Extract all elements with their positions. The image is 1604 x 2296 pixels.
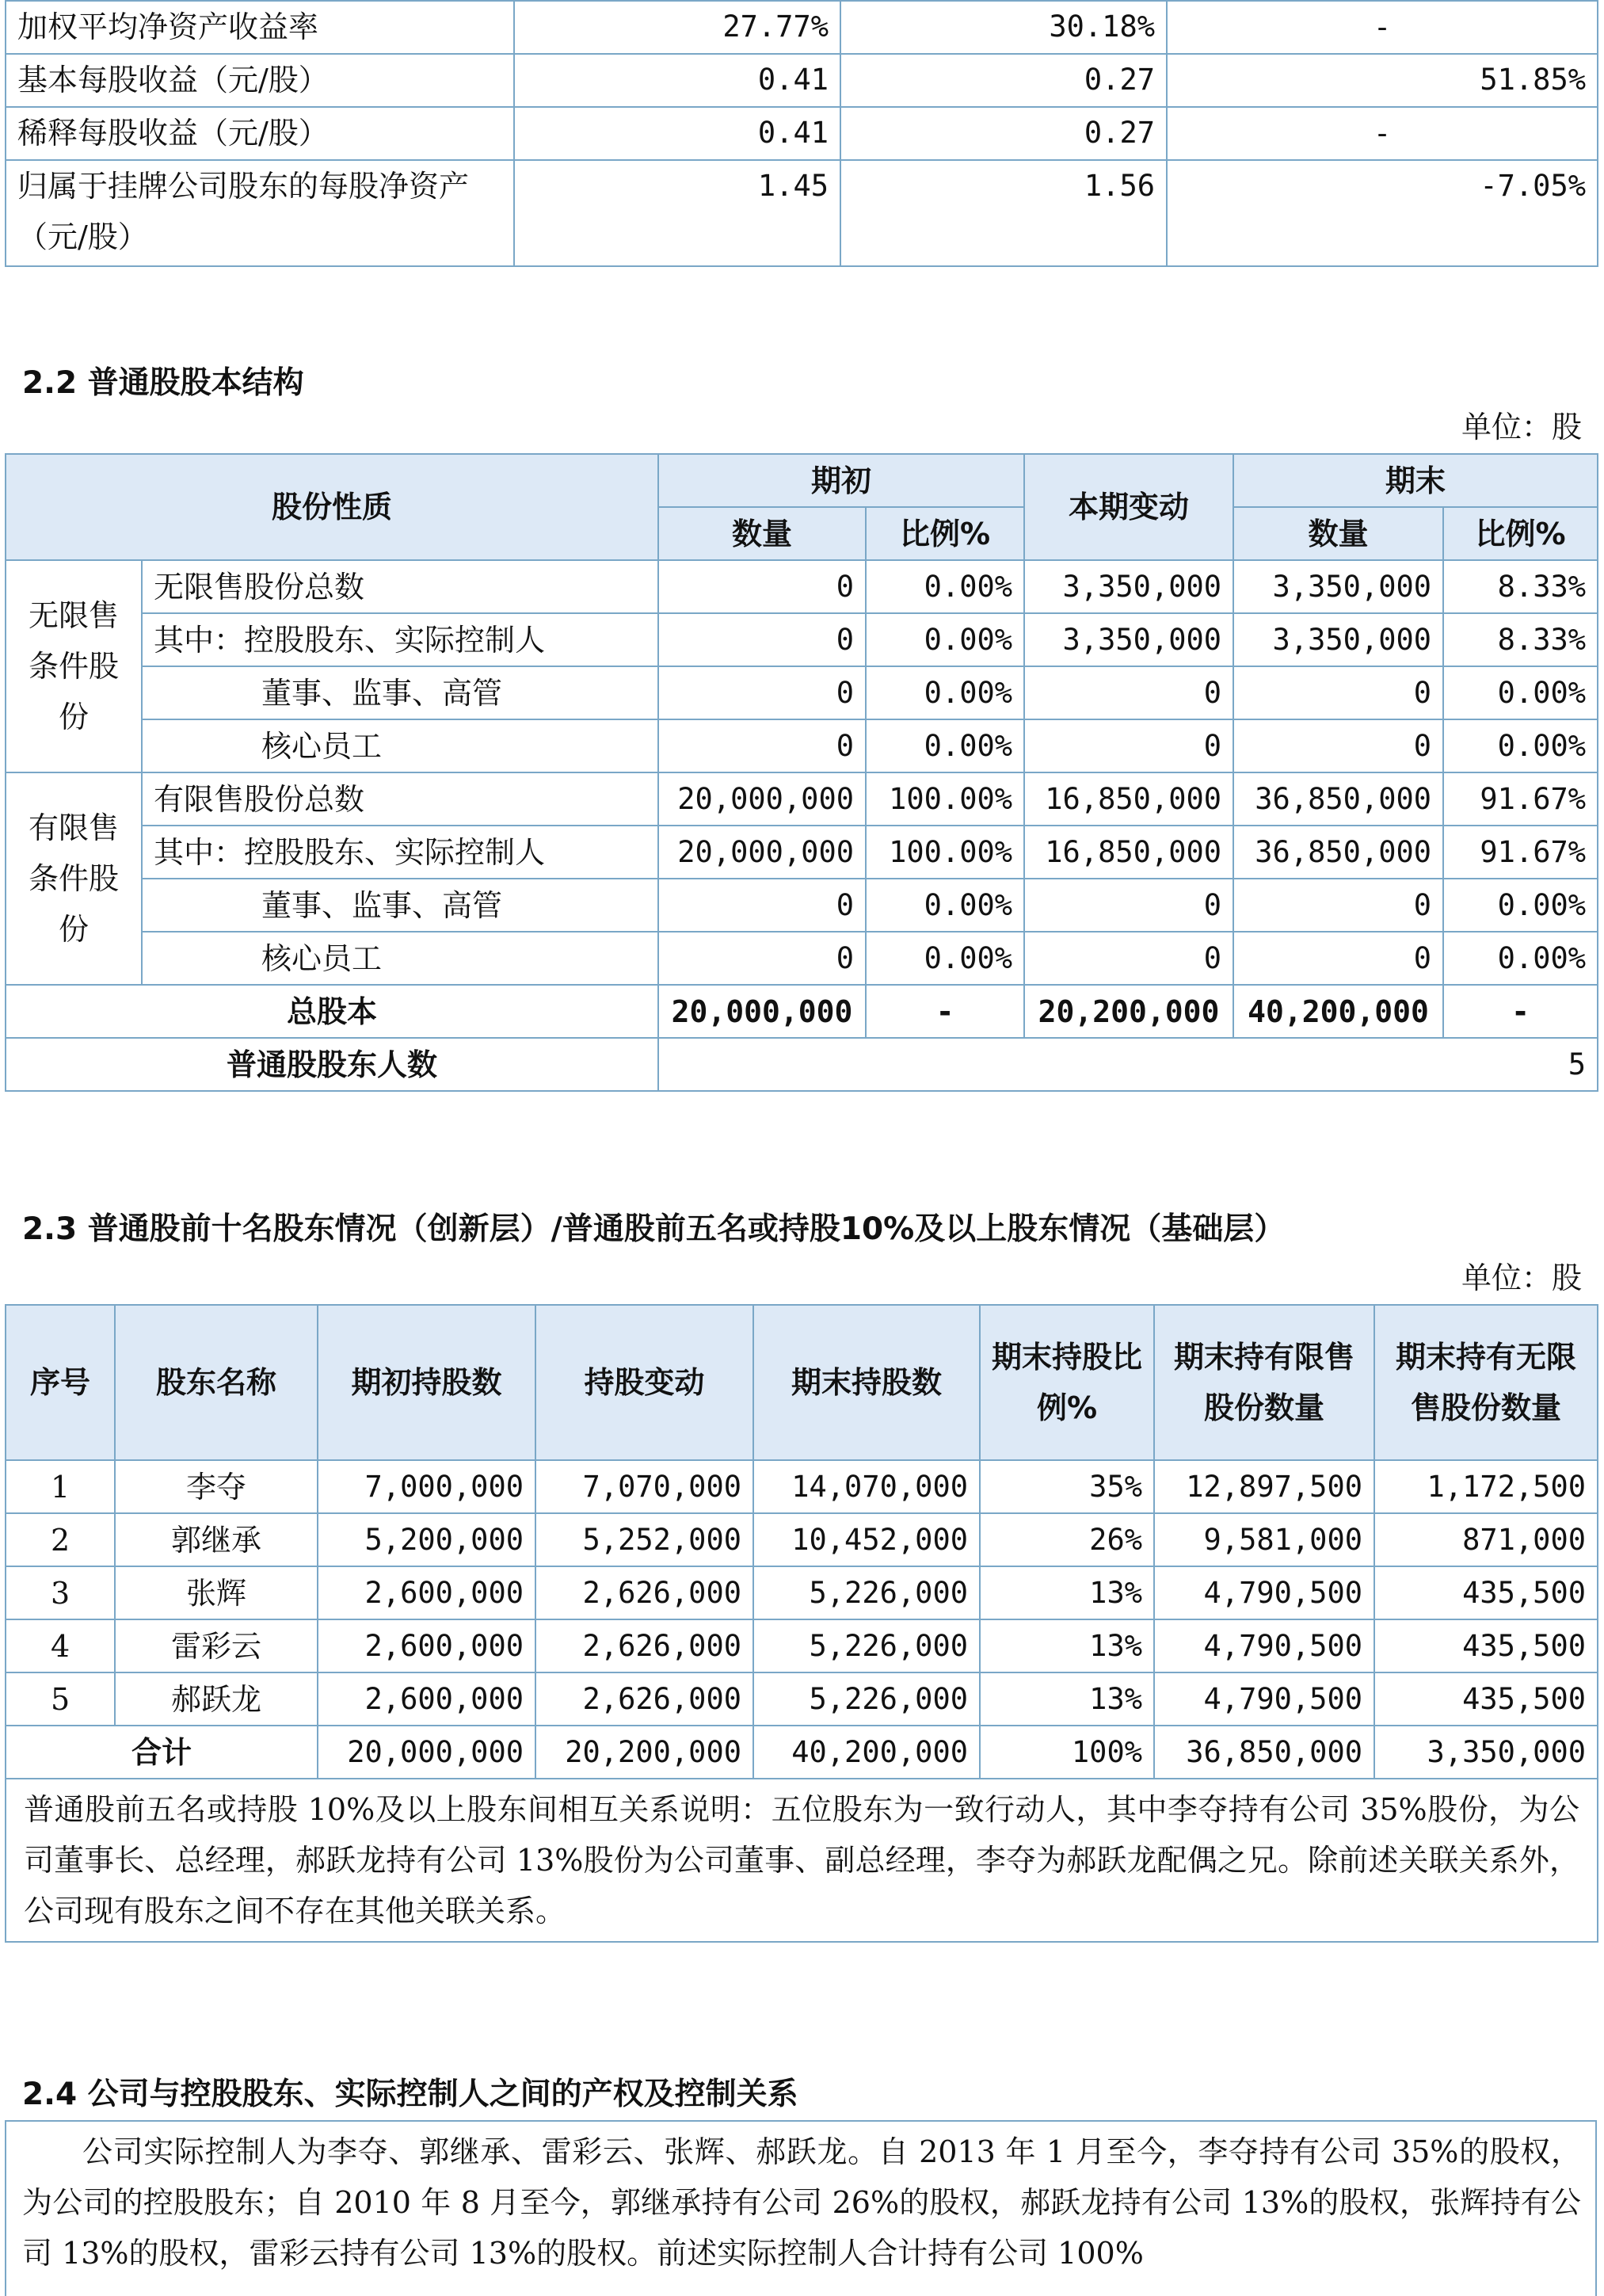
share-value: 0 (1024, 879, 1233, 932)
total-value: - (866, 985, 1024, 1038)
table-row (6, 719, 1598, 772)
section-2-3-unit: 单位：股 (1461, 1261, 1582, 1295)
share-value: 0 (658, 719, 866, 772)
total-value: 20,000,000 (658, 985, 866, 1038)
share-value: 0 (1024, 932, 1233, 985)
table-row (6, 1, 1598, 54)
share-value: 36,850,000 (1233, 826, 1443, 879)
table-row (6, 879, 1598, 932)
shareholder-value: 2,600,000 (318, 1619, 535, 1672)
header-begin: 期初 (658, 454, 1024, 507)
total-value: 3,350,000 (1374, 1726, 1598, 1779)
shareholder-value: 5,226,000 (753, 1619, 980, 1672)
shareholder-value: 871,000 (1374, 1513, 1598, 1566)
shareholder-value: 10,452,000 (753, 1513, 980, 1566)
indicator-value: 30.18% (840, 1, 1167, 54)
indicator-value: 0.41 (514, 54, 840, 107)
share-value: 0.00% (1443, 666, 1598, 719)
share-value: 0.00% (866, 879, 1024, 932)
share-value: 3,350,000 (1233, 613, 1443, 666)
share-value: 0 (658, 613, 866, 666)
shareholder-value: 4,790,500 (1154, 1566, 1374, 1619)
indicator-value: - (1167, 1, 1598, 54)
indicator-value: 0.41 (514, 107, 840, 160)
table-row (6, 107, 1598, 160)
shareholder-value: 2,626,000 (535, 1672, 753, 1726)
shareholder-value: 4,790,500 (1154, 1619, 1374, 1672)
column-header: 股东名称 (115, 1305, 318, 1460)
share-value: 100.00% (866, 826, 1024, 879)
total-row (6, 1726, 1598, 1779)
header-end: 期末 (1233, 454, 1598, 507)
total-value: 20,000,000 (318, 1726, 535, 1779)
shareholder-value: 7,070,000 (535, 1460, 753, 1513)
column-header: 期末持股数 (753, 1305, 980, 1460)
share-value: 0 (1233, 666, 1443, 719)
indicator-value: 51.85% (1167, 54, 1598, 107)
share-value: 91.67% (1443, 772, 1598, 826)
financial-indicators-table (5, 0, 1598, 267)
table-row (6, 54, 1598, 107)
control-relationship-box (5, 2120, 1597, 2296)
indicator-value: 27.77% (514, 1, 840, 54)
share-value: 0.00% (1443, 719, 1598, 772)
column-header: 期初持股数 (318, 1305, 535, 1460)
share-value: 0.00% (866, 613, 1024, 666)
row-number: 3 (6, 1566, 115, 1619)
header-begin-qty: 数量 (658, 507, 866, 560)
share-value: 8.33% (1443, 560, 1598, 613)
table-row (6, 1619, 1598, 1672)
shareholder-value: 2,600,000 (318, 1566, 535, 1619)
row-number: 2 (6, 1513, 115, 1566)
share-value: 0.00% (1443, 879, 1598, 932)
total-value: 40,200,000 (753, 1726, 980, 1779)
holders-value: 5 (658, 1038, 1598, 1091)
total-row (6, 985, 1598, 1038)
header-row (6, 1305, 1598, 1460)
shareholder-value: 5,200,000 (318, 1513, 535, 1566)
share-row-label: 其中：控股股东、实际控制人 (142, 613, 658, 666)
shareholder-name: 雷彩云 (115, 1619, 318, 1672)
share-value: 0.00% (866, 932, 1024, 985)
share-value: 20,000,000 (658, 772, 866, 826)
shareholder-name: 李夺 (115, 1460, 318, 1513)
section-2-3-title: 2.3 普通股前十名股东情况（创新层）/普通股前五名或持股10%及以上股东情况（基础层） (22, 1211, 1286, 1247)
share-value: 91.67% (1443, 826, 1598, 879)
table-row (6, 560, 1598, 613)
share-row-label: 核心员工 (142, 932, 658, 985)
share-value: 20,000,000 (658, 826, 866, 879)
shareholder-value: 1,172,500 (1374, 1460, 1598, 1513)
table-row (6, 1460, 1598, 1513)
indicator-label: 基本每股收益（元/股） (6, 54, 514, 107)
indicator-label: 稀释每股收益（元/股） (6, 107, 514, 160)
indicator-value: 1.56 (840, 160, 1167, 266)
share-value: 16,850,000 (1024, 772, 1233, 826)
share-row-label: 董事、监事、高管 (142, 666, 658, 719)
total-label: 合计 (6, 1726, 318, 1779)
share-row-label: 董事、监事、高管 (142, 879, 658, 932)
share-row-label: 其中：控股股东、实际控制人 (142, 826, 658, 879)
shareholder-value: 7,000,000 (318, 1460, 535, 1513)
share-value: 0 (658, 932, 866, 985)
shareholder-value: 5,226,000 (753, 1566, 980, 1619)
indicator-value: - (1167, 107, 1598, 160)
total-value: 20,200,000 (1024, 985, 1233, 1038)
share-value: 0.00% (1443, 932, 1598, 985)
shareholder-name: 张辉 (115, 1566, 318, 1619)
share-value: 0 (658, 879, 866, 932)
header-begin-ratio: 比例% (866, 507, 1024, 560)
column-header: 期末持有限售股份数量 (1154, 1305, 1374, 1460)
shareholder-name: 郭继承 (115, 1513, 318, 1566)
section-2-4-title: 2.4 公司与控股股东、实际控制人之间的产权及控制关系 (22, 2077, 798, 2112)
section-2-2-title: 2.2 普通股股本结构 (22, 365, 304, 401)
table-row (6, 772, 1598, 826)
shareholder-value: 435,500 (1374, 1672, 1598, 1726)
total-value: 36,850,000 (1154, 1726, 1374, 1779)
shareholder-value: 35% (980, 1460, 1154, 1513)
indicator-value: -7.05% (1167, 160, 1598, 266)
share-value: 0 (1024, 666, 1233, 719)
table-row (6, 1513, 1598, 1566)
share-value: 0 (1024, 719, 1233, 772)
share-structure-table (5, 453, 1598, 1092)
share-row-label: 核心员工 (142, 719, 658, 772)
indicator-value: 1.45 (514, 160, 840, 266)
shareholder-value: 13% (980, 1566, 1154, 1619)
table-row (6, 1566, 1598, 1619)
header-change: 本期变动 (1024, 454, 1233, 560)
table-row (6, 160, 1598, 266)
shareholder-value: 5,226,000 (753, 1672, 980, 1726)
share-value: 0 (658, 666, 866, 719)
share-value: 3,350,000 (1233, 560, 1443, 613)
shareholder-value: 12,897,500 (1154, 1460, 1374, 1513)
row-number: 4 (6, 1619, 115, 1672)
shareholder-value: 4,790,500 (1154, 1672, 1374, 1726)
holders-label: 普通股股东人数 (6, 1038, 658, 1091)
column-header: 期末持有无限售股份数量 (1374, 1305, 1598, 1460)
table-row (6, 826, 1598, 879)
share-value: 3,350,000 (1024, 613, 1233, 666)
share-value: 100.00% (866, 772, 1024, 826)
total-value: 40,200,000 (1233, 985, 1443, 1038)
table-row (6, 932, 1598, 985)
relationship-note: 普通股前五名或持股 10%及以上股东间相互关系说明：五位股东为一致行动人，其中李夺持有公司 35%股份，为公司董事长、总经理，郝跃龙持有公司 13%股份为公司董事、副总经理，李夺为郝跃龙配偶之兄。除前述关联关系外，公司现有股东之间不存在其他关联关系。 (6, 1779, 1598, 1942)
shareholder-name: 郝跃龙 (115, 1672, 318, 1726)
share-value: 0 (658, 560, 866, 613)
shareholder-value: 435,500 (1374, 1566, 1598, 1619)
total-label: 总股本 (6, 985, 658, 1038)
share-value: 3,350,000 (1024, 560, 1233, 613)
shareholder-value: 13% (980, 1619, 1154, 1672)
column-header: 序号 (6, 1305, 115, 1460)
shareholder-value: 2,600,000 (318, 1672, 535, 1726)
total-value: 100% (980, 1726, 1154, 1779)
header-end-ratio: 比例% (1443, 507, 1598, 560)
row-number: 5 (6, 1672, 115, 1726)
share-value: 0.00% (866, 666, 1024, 719)
header-share-nature: 股份性质 (6, 454, 658, 560)
share-value: 0.00% (866, 719, 1024, 772)
shareholder-value: 5,252,000 (535, 1513, 753, 1566)
column-header: 持股变动 (535, 1305, 753, 1460)
shareholder-value: 2,626,000 (535, 1566, 753, 1619)
top-shareholders-table (5, 1304, 1598, 1943)
header-end-qty: 数量 (1233, 507, 1443, 560)
control-relationship-text: 公司实际控制人为李夺、郭继承、雷彩云、张辉、郝跃龙。自 2013 年 1 月至今，李夺持有公司 35%的股权，为公司的控股股东；自 2010 年 8 月至今，郭继承持有公司 26%的股权，郝跃龙持有公司 13%的股权，张辉持有公司 13%的股权，雷彩云持有公司 13%的股权。前述实际控制人合计持有公司 100% (22, 2134, 1581, 2271)
share-group-label: 无限售条件股份 (6, 560, 142, 772)
share-group-label: 有限售条件股份 (6, 772, 142, 985)
indicator-label: 加权平均净资产收益率 (6, 1, 514, 54)
shareholder-value: 13% (980, 1672, 1154, 1726)
shareholder-value: 26% (980, 1513, 1154, 1566)
row-number: 1 (6, 1460, 115, 1513)
share-value: 0 (1233, 719, 1443, 772)
indicator-label: 归属于挂牌公司股东的每股净资产（元/股） (6, 160, 514, 266)
share-value: 0.00% (866, 560, 1024, 613)
share-value: 0 (1233, 879, 1443, 932)
share-value: 0 (1233, 932, 1443, 985)
table-row (6, 1672, 1598, 1726)
total-value: 20,200,000 (535, 1726, 753, 1779)
shareholder-value: 14,070,000 (753, 1460, 980, 1513)
table-row (6, 666, 1598, 719)
share-value: 36,850,000 (1233, 772, 1443, 826)
table-row (6, 613, 1598, 666)
share-row-label: 有限售股份总数 (142, 772, 658, 826)
section-2-2-unit: 单位：股 (1461, 410, 1582, 444)
shareholder-value: 435,500 (1374, 1619, 1598, 1672)
column-header: 期末持股比例% (980, 1305, 1154, 1460)
share-row-label: 无限售股份总数 (142, 560, 658, 613)
share-value: 8.33% (1443, 613, 1598, 666)
indicator-value: 0.27 (840, 107, 1167, 160)
shareholder-value: 9,581,000 (1154, 1513, 1374, 1566)
indicator-value: 0.27 (840, 54, 1167, 107)
total-value: - (1443, 985, 1598, 1038)
share-value: 16,850,000 (1024, 826, 1233, 879)
holders-row (6, 1038, 1598, 1091)
note-row (6, 1779, 1598, 1942)
shareholder-value: 2,626,000 (535, 1619, 753, 1672)
